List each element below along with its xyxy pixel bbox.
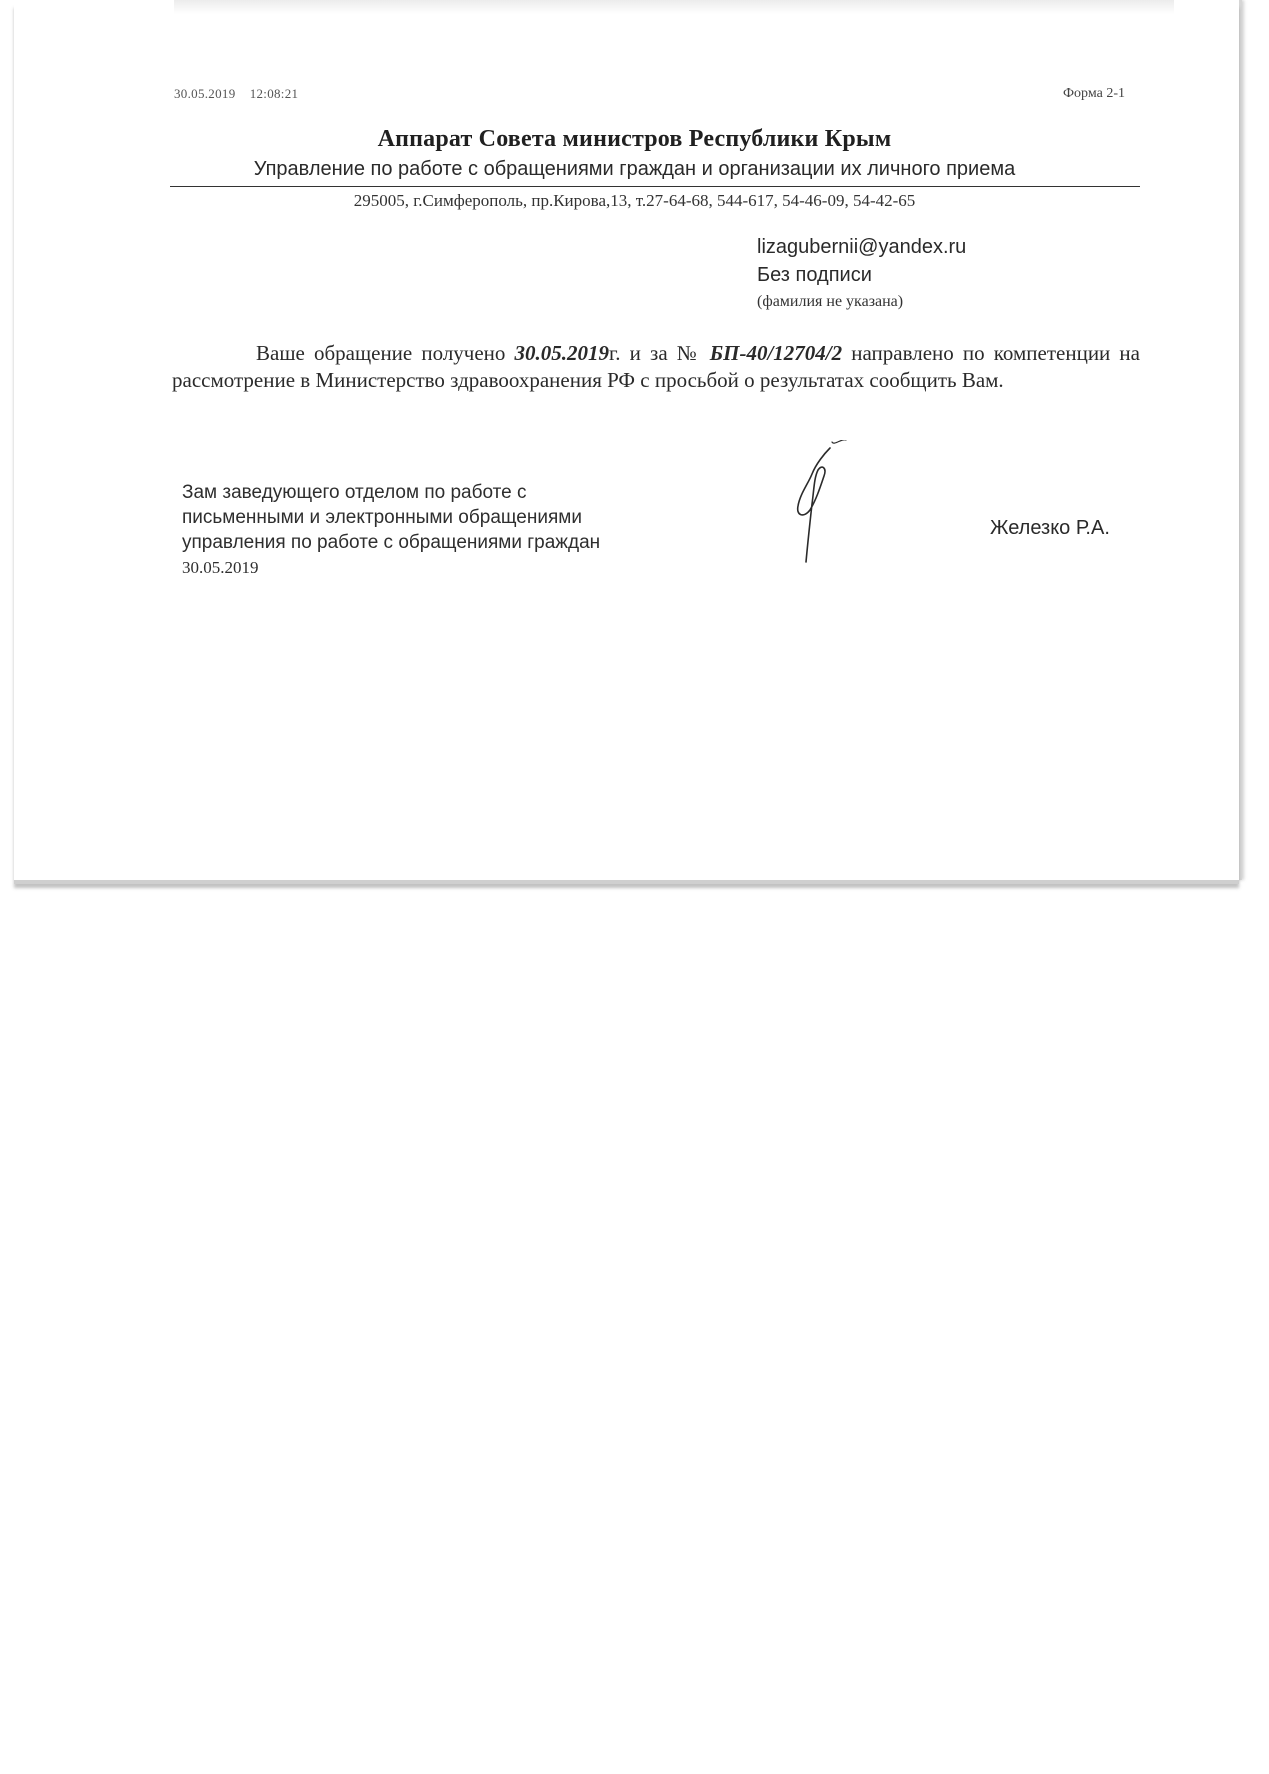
recipient-email: lizagubernii@yandex.ru	[757, 236, 967, 258]
recipient-signature-note: Без подписи	[757, 264, 872, 286]
body-text-part2: г. и за №	[609, 341, 710, 365]
handwritten-signature	[786, 440, 856, 570]
signer-position-block	[182, 480, 600, 580]
organization-title: Аппарат Совета министров Республики Крым	[377, 126, 892, 152]
body-text-part3: направлено по компетенции на рассмотрение в Министерство здравоохранения РФ с просьбой о результатах сообщить Вам.	[172, 341, 1140, 392]
form-label: Форма 2-1	[1063, 86, 1125, 101]
received-date: 30.05.2019	[514, 341, 610, 365]
scan-edge-shadow	[174, 0, 1174, 14]
letter-body	[172, 340, 1140, 394]
signer-position-line3: управления по работе с обращениями граждан	[182, 532, 601, 553]
recipient-name-note: (фамилия не указана)	[757, 293, 904, 310]
recipient-block	[757, 233, 966, 315]
signer-position-line1: Зам заведующего отделом по работе с	[182, 482, 527, 503]
organization-address: 295005, г.Симферополь, пр.Кирова,13, т.27-64-68, 544-617, 54-46-09, 54-42-65	[353, 191, 916, 210]
signer-position-line2: письменными и электронными обращениями	[182, 507, 582, 528]
print-timestamp: 30.05.2019 12:08:21	[174, 86, 299, 101]
signer-name: Железко Р.А.	[990, 517, 1110, 539]
header-divider	[170, 186, 1140, 187]
body-text-part1: Ваше обращение получено	[256, 341, 515, 365]
reference-number: БП-40/12704/2	[709, 341, 843, 365]
department-title: Управление по работе с обращениями граждан и организации их личного приема	[253, 158, 1016, 180]
signature-date: 30.05.2019	[182, 558, 259, 577]
